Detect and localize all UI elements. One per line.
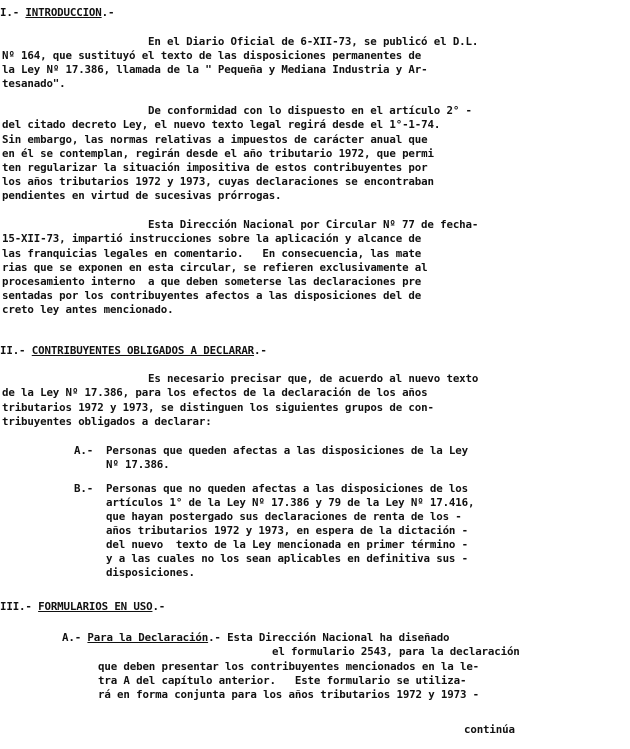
section-title: CONTRIBUYENTES OBLIGADOS A DECLARAR	[31, 344, 255, 357]
list-item-line: disposiciones.	[106, 566, 195, 579]
paragraph-line: procesamiento interno a que deben someterse las declaraciones pre	[2, 275, 422, 288]
paragraph-line: rá en forma conjunta para los años tributarios 1972 y 1973 -	[98, 688, 480, 701]
list-item-line: que hayan postergado sus declaraciones de renta de los -	[106, 510, 462, 523]
list-item-label: B.-	[74, 482, 94, 495]
list-item-line: y a las cuales no los sean aplicables en definitiva sus -	[106, 552, 468, 565]
section-number: II.-	[0, 344, 26, 357]
list-item-line: años tributarios 1972 y 1973, en espera de la dictación -	[106, 524, 468, 537]
subsection-a-line	[62, 631, 449, 645]
paragraph-line: del citado decreto Ley, el nuevo texto legal regirá desde el 1°-1-74.	[2, 118, 441, 131]
list-item-label: A.-	[74, 444, 94, 457]
section-title: FORMULARIOS EN USO	[38, 600, 153, 613]
list-item-line: del nuevo texto de la Ley mencionada en primer término -	[106, 538, 468, 551]
paragraph-line: Esta Dirección Nacional por Circular Nº 77 de fecha-	[148, 218, 479, 231]
heading-suffix: .-	[152, 600, 166, 613]
list-item-line: Personas que no queden afectas a las disposiciones de los	[106, 482, 468, 495]
paragraph-line: tributarios 1972 y 1973, se distinguen los siguientes grupos de con-	[2, 401, 434, 414]
heading-suffix: .-	[254, 344, 267, 357]
paragraph-line: creto ley antes mencionado.	[2, 303, 174, 316]
paragraph-line: sentadas por los contribuyentes afectos a las disposiciones del de	[2, 289, 422, 302]
list-item-line: artículos 1° de la Ley Nº 17.386 y 79 de la Ley Nº 17.416,	[106, 496, 475, 509]
subsection-label: A.-	[62, 631, 82, 644]
list-item-line: Nº 17.386.	[106, 458, 170, 471]
paragraph-line: rias que se exponen en esta circular, se refieren exclusivamente al	[2, 261, 428, 274]
heading-suffix: .-	[101, 6, 115, 19]
section-2-heading	[0, 344, 267, 358]
section-3-heading	[0, 600, 165, 614]
paragraph-line: el formulario 2543, para la declaración	[272, 645, 520, 658]
paragraph-line: de la Ley Nº 17.386, para los efectos de la declaración de los años	[2, 386, 428, 399]
subsection-suffix: .-	[208, 631, 221, 644]
paragraph-line: Es necesario precisar que, de acuerdo al nuevo texto	[148, 372, 479, 385]
paragraph-line: De conformidad con lo dispuesto en el artículo 2° -	[148, 104, 472, 117]
paragraph-line: los años tributarios 1972 y 1973, cuyas declaraciones se encontraban	[2, 175, 434, 188]
paragraph-line: Nº 164, que sustituyó el texto de las disposiciones permanentes de	[2, 49, 422, 62]
paragraph-line: en él se contemplan, regirán desde el año tributario 1972, que permi	[2, 147, 434, 160]
section-1-heading	[0, 6, 114, 20]
list-item-line: Personas que queden afectas a las disposiciones de la Ley	[106, 444, 468, 457]
paragraph-line: En el Diario Oficial de 6-XII-73, se publicó el D.L.	[148, 35, 479, 48]
section-number: I.-	[0, 6, 20, 19]
paragraph-line: la Ley Nº 17.386, llamada de la " Pequeña y Mediana Industria y Ar-	[2, 63, 428, 76]
paragraph-line: las franquicias legales en comentario. En consecuencia, las mate	[2, 247, 422, 260]
paragraph-line: tribuyentes obligados a declarar:	[2, 415, 212, 428]
paragraph-line: 15-XII-73, impartió instrucciones sobre la aplicación y alcance de	[2, 232, 422, 245]
paragraph-line: tra A del capítulo anterior. Este formulario se utiliza-	[98, 674, 467, 687]
subsection-text: Esta Dirección Nacional ha diseñado	[227, 631, 450, 644]
paragraph-line: ten regularizar la situación impositiva de estos contribuyentes por	[2, 161, 428, 174]
continues-note: continúa	[464, 723, 515, 736]
section-title: INTRODUCCION	[25, 6, 102, 19]
paragraph-line: Sin embargo, las normas relativas a impuestos de carácter anual que	[2, 133, 428, 146]
paragraph-line: tesanado".	[2, 77, 66, 90]
subsection-title: Para la Declaración	[87, 631, 209, 644]
paragraph-line: que deben presentar los contribuyentes mencionados en la le-	[98, 660, 480, 673]
section-number: III.-	[0, 600, 32, 613]
paragraph-line: pendientes en virtud de sucesivas prórrogas.	[2, 189, 282, 202]
